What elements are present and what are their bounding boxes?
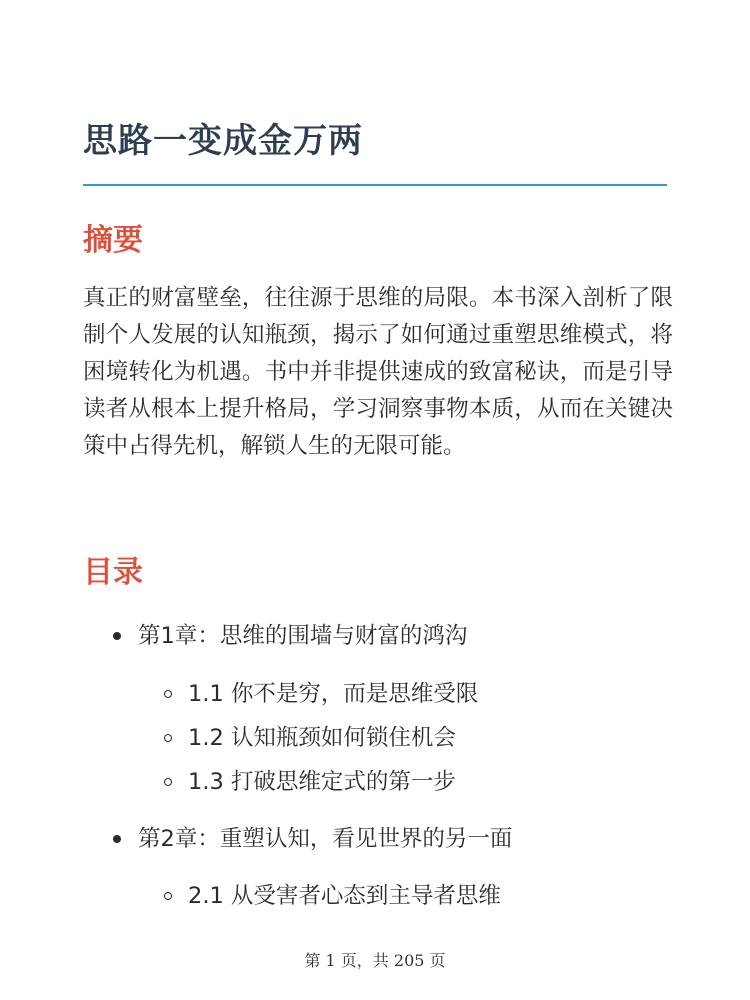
- toc-section-2-1: [164, 879, 501, 913]
- circle-bullet-icon: [164, 690, 172, 698]
- toc-section-label: 1.2 认知瓶颈如何锁住机会: [188, 725, 456, 751]
- disc-bullet-icon: [113, 632, 121, 640]
- toc-chapter-label: 第1章：思维的围墙与财富的鸿沟: [138, 623, 468, 649]
- title-divider: [83, 184, 667, 186]
- toc-chapter-label: 第2章：重塑认知，看见世界的另一面: [138, 826, 513, 852]
- page-number: 第 1 页，共 205 页: [304, 951, 446, 970]
- circle-bullet-icon: [164, 778, 172, 786]
- toc-section-label: 1.3 打破思维定式的第一步: [188, 769, 456, 795]
- document-title: 思路一变成金万两: [83, 121, 363, 161]
- toc-chapter-2: [113, 822, 512, 856]
- toc-section-1-1: [164, 677, 478, 711]
- disc-bullet-icon: [113, 835, 121, 843]
- toc-heading: 目录: [83, 555, 143, 590]
- circle-bullet-icon: [164, 892, 172, 900]
- toc-section-label: 2.1 从受害者心态到主导者思维: [188, 883, 501, 909]
- toc-section-label: 1.1 你不是穷，而是思维受限: [188, 681, 479, 707]
- toc-section-1-2: [164, 721, 456, 755]
- circle-bullet-icon: [164, 734, 172, 742]
- toc-section-1-3: [164, 765, 456, 799]
- toc-chapter-1: [113, 619, 467, 653]
- summary-text: 真正的财富壁垒，往往源于思维的局限。本书深入剖析了限制个人发展的认知瓶颈，揭示了如何通过重塑思维模式，将困境转化为机遇。书中并非提供速成的致富秘诀，而是引导读者从根本上提升格局，学习洞察事物本质，从而在关键决策中占得先机，解锁人生的无限可能。: [83, 285, 673, 459]
- summary-heading: 摘要: [83, 223, 143, 258]
